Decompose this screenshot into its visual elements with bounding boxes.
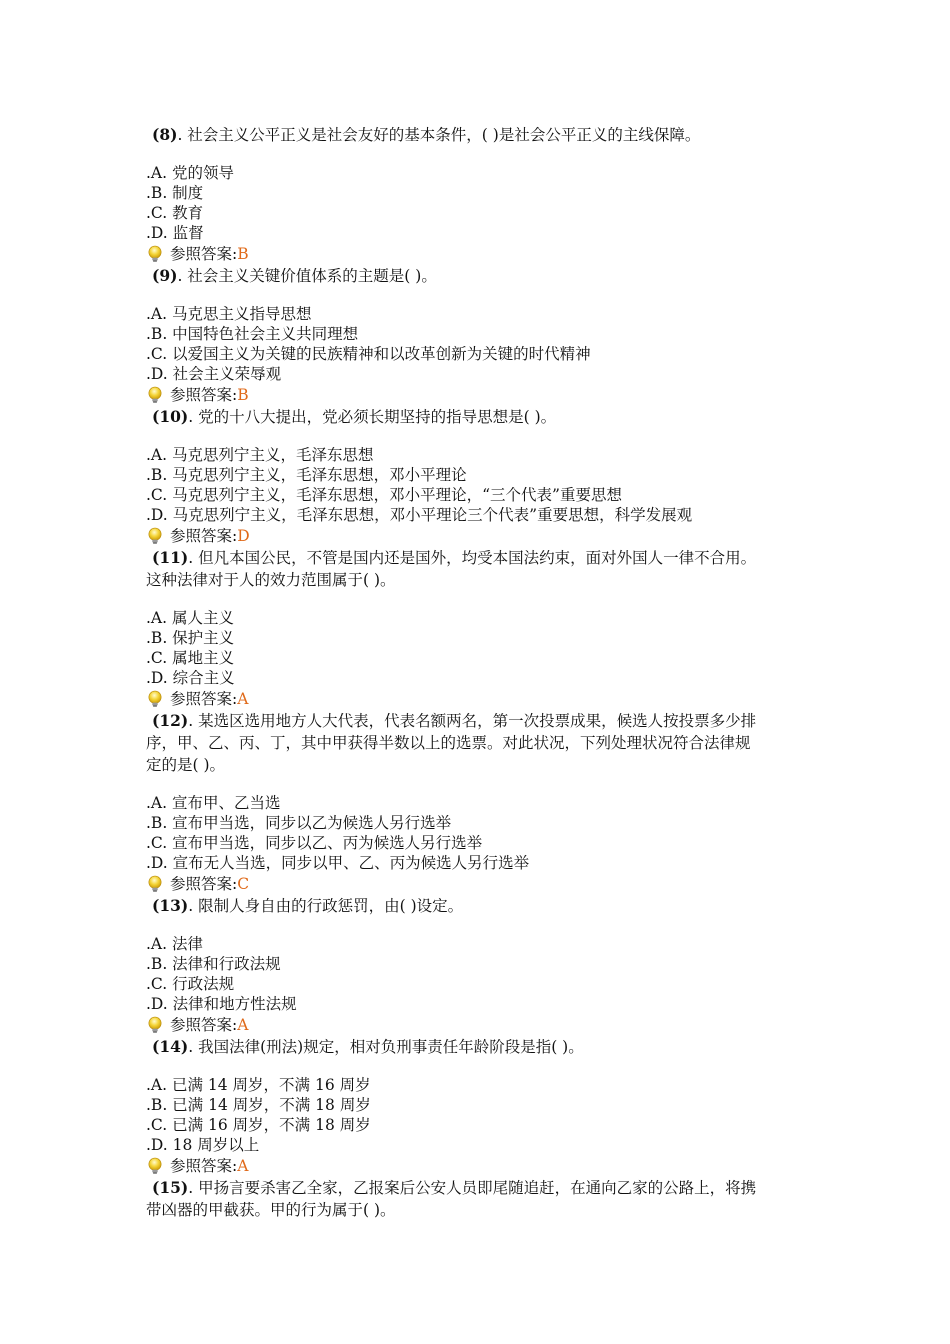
answer-option: .D. 社会主义荣辱观	[146, 365, 282, 383]
question-text: (13). 限制人身自由的行政惩罚，由( )设定。	[152, 896, 464, 915]
answer-option: .A. 宣布甲、乙当选	[146, 794, 281, 812]
answer-option: .D. 宣布无人当选，同步以甲、乙、丙为候选人另行选举	[146, 854, 530, 872]
answer-option: .C. 宣布甲当选，同步以乙、丙为候选人另行选举	[146, 834, 483, 852]
answer-label: 参照答案:	[170, 875, 238, 893]
question-number: (13)	[152, 896, 189, 915]
reference-answer	[146, 525, 806, 547]
answer-option: .A. 马克思列宁主义，毛泽东思想	[146, 446, 374, 464]
reference-answer	[146, 1014, 806, 1036]
answer-value: D	[237, 527, 250, 545]
question-number: (15)	[152, 1178, 189, 1197]
question-block	[146, 1036, 806, 1177]
question-text-continued: 定的是( )。	[146, 756, 226, 774]
answer-option: .B. 中国特色社会主义共同理想	[146, 325, 359, 343]
lightbulb-icon	[146, 1016, 164, 1034]
answer-option: .A. 党的领导	[146, 164, 234, 182]
reference-answer	[146, 243, 806, 265]
lightbulb-icon	[146, 527, 164, 545]
answer-value: A	[237, 690, 249, 708]
question-text: (14). 我国法律(刑法)规定，相对负刑事责任年龄阶段是指( )。	[152, 1037, 584, 1056]
question-block	[146, 406, 806, 547]
question-number: (12)	[152, 711, 189, 730]
question-block	[146, 710, 806, 895]
answer-option: .B. 制度	[146, 184, 204, 202]
question-number: (8)	[152, 125, 178, 144]
reference-answer	[146, 1155, 806, 1177]
answer-value: A	[237, 1157, 249, 1175]
answer-label: 参照答案:	[170, 245, 238, 263]
question-block	[146, 124, 806, 265]
answer-value: B	[237, 245, 249, 263]
lightbulb-icon	[146, 1157, 164, 1175]
question-block	[146, 547, 806, 710]
question-text: (9). 社会主义关键价值体系的主题是( )。	[152, 266, 437, 285]
answer-option: .C. 行政法规	[146, 975, 235, 993]
answer-option: .C. 已满 16 周岁，不满 18 周岁	[146, 1116, 371, 1134]
answer-option: .B. 法律和行政法规	[146, 955, 281, 973]
question-text: (12). 某选区选用地方人大代表，代表名额两名，第一次投票成果，候选人按投票多少排	[152, 711, 757, 730]
question-number: (14)	[152, 1037, 189, 1056]
reference-answer	[146, 688, 806, 710]
question-block	[146, 895, 806, 1036]
answer-option: .A. 已满 14 周岁，不满 16 周岁	[146, 1076, 371, 1094]
answer-value: A	[237, 1016, 249, 1034]
answer-option: .D. 18 周岁以上	[146, 1136, 260, 1154]
answer-label: 参照答案:	[170, 527, 238, 545]
answer-option: .D. 法律和地方性法规	[146, 995, 297, 1013]
answer-option: .D. 监督	[146, 224, 204, 242]
answer-option: .B. 宣布甲当选，同步以乙为候选人另行选举	[146, 814, 452, 832]
answer-option: .C. 属地主义	[146, 649, 235, 667]
reference-answer	[146, 384, 806, 406]
answer-option: .A. 马克思主义指导思想	[146, 305, 312, 323]
answer-option: .C. 以爱国主义为关键的民族精神和以改革创新为关键的时代精神	[146, 345, 591, 363]
question-text: (11). 但凡本国公民，不管是国内还是国外，均受本国法约束，面对外国人一律不合用。	[152, 548, 757, 567]
question-text: (8). 社会主义公平正义是社会友好的基本条件，( )是社会公平正义的主线保障。	[152, 125, 701, 144]
answer-value: B	[237, 386, 249, 404]
question-number: (11)	[152, 548, 189, 567]
question-list	[146, 124, 806, 1221]
question-number: (10)	[152, 407, 189, 426]
answer-option: .B. 保护主义	[146, 629, 235, 647]
answer-label: 参照答案:	[170, 690, 238, 708]
question-block	[146, 265, 806, 406]
answer-option: .A. 法律	[146, 935, 203, 953]
answer-option: .D. 马克思列宁主义，毛泽东思想，邓小平理论三个代表”重要思想，科学发展观	[146, 506, 693, 524]
question-text-continued: 带凶器的甲截获。甲的行为属于( )。	[146, 1201, 396, 1219]
answer-option: .B. 马克思列宁主义，毛泽东思想，邓小平理论	[146, 466, 467, 484]
question-text: (15). 甲扬言要杀害乙全家，乙报案后公安人员即尾随追赶，在通向乙家的公路上，将携	[152, 1178, 757, 1197]
answer-label: 参照答案:	[170, 1157, 238, 1175]
question-number: (9)	[152, 266, 178, 285]
answer-option: .C. 马克思列宁主义，毛泽东思想，邓小平理论，“三个代表”重要思想	[146, 486, 622, 504]
reference-answer	[146, 873, 806, 895]
lightbulb-icon	[146, 875, 164, 893]
answer-option: .D. 综合主义	[146, 669, 235, 687]
question-text-continued: 序，甲、乙、丙、丁，其中甲获得半数以上的选票。对此状况，下列处理状况符合法律规	[146, 734, 751, 752]
lightbulb-icon	[146, 386, 164, 404]
answer-label: 参照答案:	[170, 1016, 238, 1034]
answer-option: .C. 教育	[146, 204, 204, 222]
answer-option: .B. 已满 14 周岁，不满 18 周岁	[146, 1096, 371, 1114]
lightbulb-icon	[146, 245, 164, 263]
lightbulb-icon	[146, 690, 164, 708]
question-text-continued: 这种法律对于人的效力范围属于( )。	[146, 571, 396, 589]
question-text: (10). 党的十八大提出，党必须长期坚持的指导思想是( )。	[152, 407, 557, 426]
question-block	[146, 1177, 806, 1221]
answer-value: C	[237, 875, 250, 893]
answer-option: .A. 属人主义	[146, 609, 234, 627]
answer-label: 参照答案:	[170, 386, 238, 404]
